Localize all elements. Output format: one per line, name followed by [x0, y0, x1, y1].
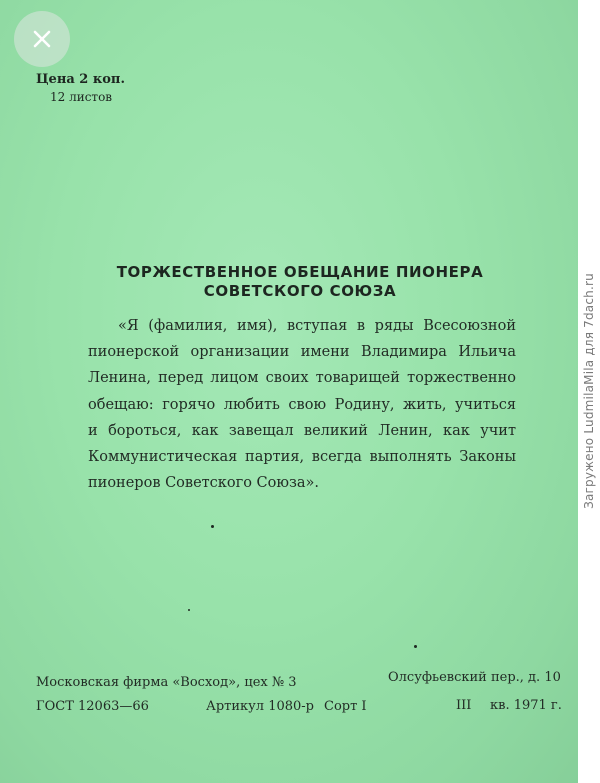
manufacturer: Московская фирма «Восход», цех № 3 [36, 675, 297, 690]
manufacturer-address: Олсуфьевский пер., д. 10 [388, 670, 561, 685]
close-icon [32, 29, 52, 49]
oath-title-line-1: ТОРЖЕСТВЕННОЕ ОБЕЩАНИЕ ПИОНЕРА [116, 263, 484, 281]
production-quarter: III [456, 698, 472, 713]
product-grade: Сорт I [324, 699, 367, 714]
oath-line-6: Коммунистическая партия, всегда выполнять Законы [88, 449, 516, 465]
oath-line-7: пионеров Советского Союза». [88, 475, 320, 491]
close-button[interactable] [14, 11, 70, 67]
oath-line-1: «Я (фамилия, имя), вступая в ряды Всесоюзной [118, 318, 516, 334]
print-speck [188, 609, 190, 611]
sheet-count: 12 листов [50, 90, 113, 104]
oath-line-5: и бороться, как завещал великий Ленин, как учит [88, 423, 516, 439]
price-label: Цена 2 коп. [36, 72, 125, 87]
article-number: Артикул 1080-р [206, 699, 314, 714]
oath-line-4: обещаю: горячо любить свою Родину, жить, учиться [88, 397, 516, 413]
oath-line-3: Ленина, перед лицом своих товарищей торжественно [88, 370, 516, 386]
oath-line-2: пионерской организации имени Владимира Ильича [88, 344, 516, 360]
production-date: кв. 1971 г. [490, 698, 562, 713]
print-speck [211, 525, 214, 528]
site-watermark: Загружено LudmilaMila для 7dach.ru [582, 273, 596, 509]
print-speck [414, 645, 417, 648]
gost-standard: ГОСТ 12063—66 [36, 699, 149, 714]
oath-title-line-2: СОВЕТСКОГО СОЮЗА [203, 282, 397, 300]
